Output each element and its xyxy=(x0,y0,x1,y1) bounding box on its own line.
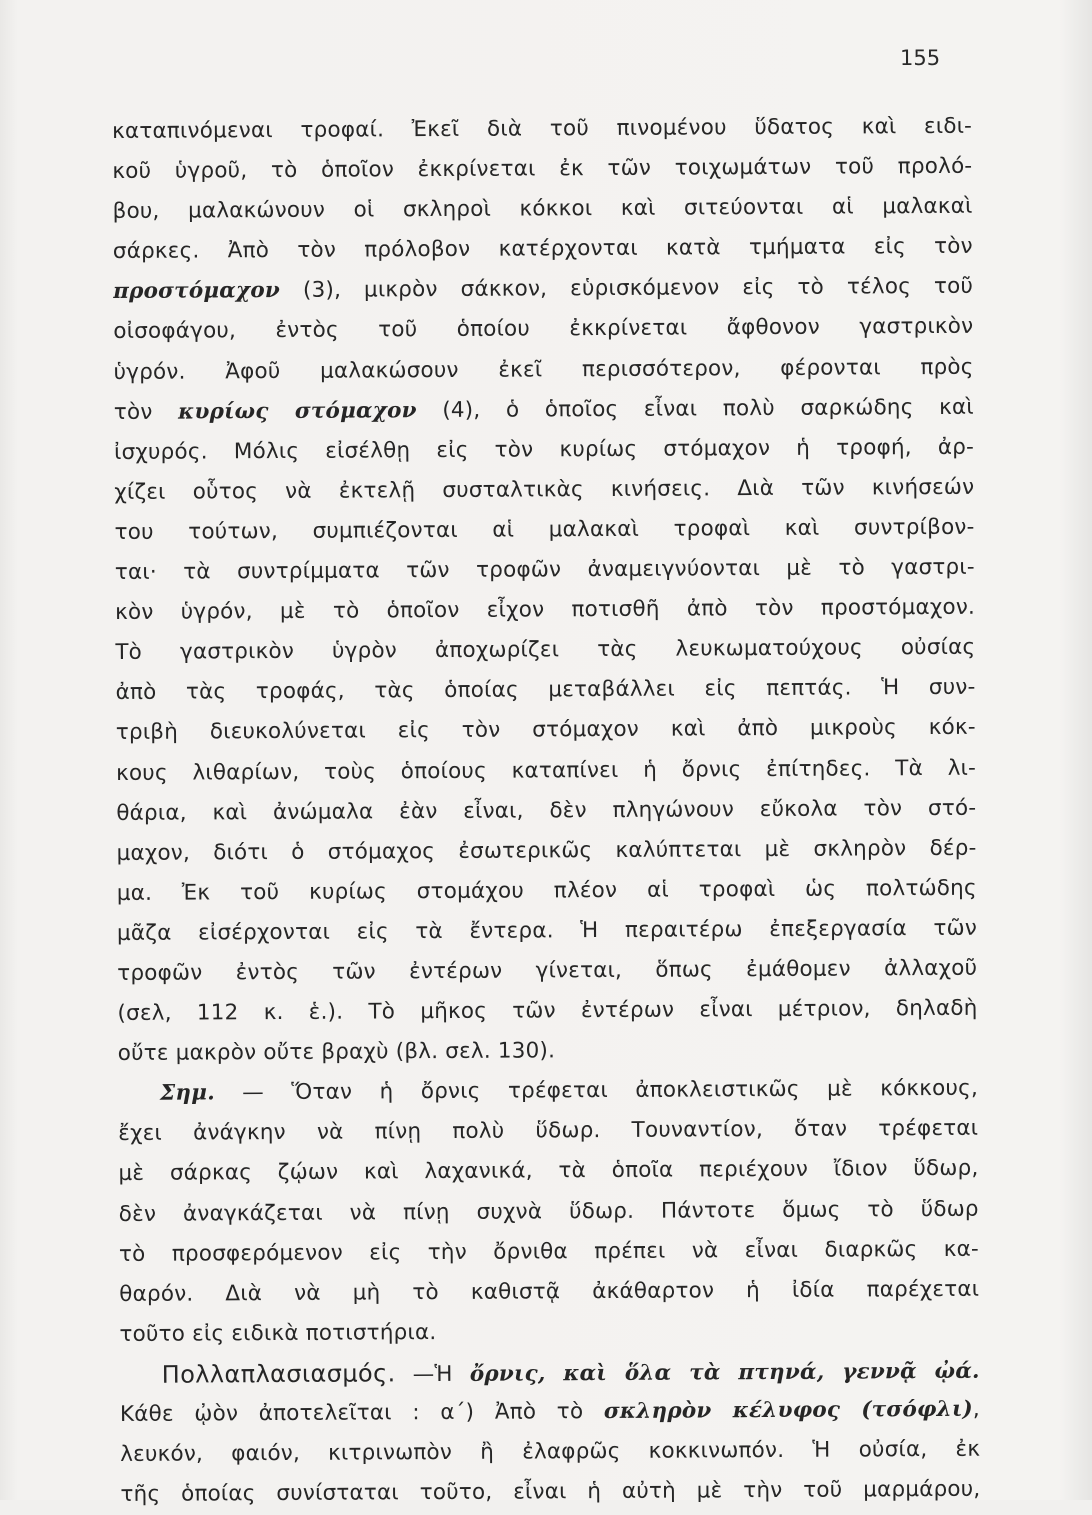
text-line: τοῦτο εἰς ειδικὰ ποτιστήρια. xyxy=(119,1319,437,1347)
text-line: τριβὴ διευκολύνεται εἰς τὸν στόμαχον καὶ ἀπὸ μικροὺς κόκ- xyxy=(115,715,976,746)
text-line: μαχον, διότι ὁ στόμαχος ἐσωτερικῶς καλύπτεται μὲ σκληρὸν δέρ- xyxy=(116,835,977,866)
text-line: χίζει οὗτος νὰ ἐκτελῇ συσταλτικὰς κινήσεις. Διὰ τῶν κινήσεών xyxy=(114,474,975,505)
text-line: προστόμαχον (3), μικρὸν σάκκον, εὑρισκόμενον εἰς τὸ τέλος τοῦ xyxy=(113,274,974,305)
section-heading-line: Πολλαπλασιασμός. —Ἡ ὄρνις, καὶ ὅλα τὰ πτηνά, γεννᾷ ᾠά. xyxy=(161,1358,980,1389)
text-line: του τούτων, συμπιέζονται αἱ μαλακαὶ τροφαὶ καὶ συντρίβον- xyxy=(114,514,975,545)
body-text xyxy=(112,107,981,1515)
text-line: θάρια, καὶ ἀνώμαλα ἐὰν εἶναι, δὲν πληγώνουν εὔκολα τὸν στό- xyxy=(116,795,977,826)
text-line: οἰσοφάγου, ἐντὸς τοῦ ὁποίου ἐκκρίνεται ἄφθονον γαστρικὸν xyxy=(113,314,974,345)
text-line: ἰσχυρός. Μόλις εἰσέλθῃ εἰς τὸν κυρίως στόμαχον ἡ τροφή, ἀρ- xyxy=(114,434,975,465)
text-line: κους λιθαρίων, τοὺς ὁποίους καταπίνει ἡ ὄρνις ἐπίτηδες. Τὰ λι- xyxy=(115,755,977,786)
text-line: μὲ σάρκας ζῴων καὶ λαχανικά, τὰ ὁποῖα περιέχουν ἴδιον ὕδωρ, xyxy=(118,1156,979,1187)
text-line: βου, μαλακώνουν οἱ σκληροὶ κόκκοι καὶ σιτεύονται αἱ μαλακαὶ xyxy=(112,193,973,225)
text-line: μᾶζα εἰσέρχονται εἰς τὰ ἔντερα. Ἡ περαιτέρω ἐπεξεργασία τῶν xyxy=(116,915,978,946)
text-line: Κάθε ᾠὸν ἀποτελεῖται : α΄) Ἀπὸ τὸ σκληρὸν κέλυφος (τσόφλι), xyxy=(119,1396,981,1427)
text-line: τροφῶν ἐντὸς τῶν ἐντέρων γίνεται, ὅπως ἐμάθομεν ἀλλαχοῦ xyxy=(117,955,978,986)
emphasized-term: κυρίως στόμαχον xyxy=(178,397,417,425)
emphasized-term: ὄρνις, καὶ ὅλα τὰ πτηνά, γεννᾷ ᾠά. xyxy=(469,1358,980,1387)
text-line: σάρκες. Ἀπὸ τὸν πρόλοβον κατέρχονται κατὰ τμήματα εἰς τὸν xyxy=(112,234,973,265)
text-line: οὔτε μακρὸν οὔτε βραχὺ (βλ. σελ. 130). xyxy=(117,1038,556,1067)
text-line: καταπινόμεναι τροφαί. Ἐκεῖ διὰ τοῦ πινομένου ὕδατος καὶ ειδι- xyxy=(112,113,973,144)
text-line: κὸν ὑγρόν, μὲ τὸ ὁποῖον εἶχον ποτισθῆ ἀπὸ τὸν προστόμαχον. xyxy=(114,594,976,626)
emphasized-term: σκληρὸν κέλυφος (τσόφλι) xyxy=(603,1396,973,1425)
text-line: δὲν ἀναγκάζεται νὰ πίνῃ συχνὰ ὕδωρ. Πάντοτε ὅμως τὸ ὕδωρ xyxy=(118,1196,979,1227)
text-line: ὑγρόν. Ἀφοῦ μαλακώσουν ἐκεῖ περισσότερον, φέρονται πρὸς xyxy=(113,354,974,385)
text-line: τὸ προσφερόμενον εἰς τὴν ὄρνιθα πρέπει νὰ εἶναι διαρκῶς κα- xyxy=(118,1236,980,1267)
text-line: λευκόν, φαιόν, κιτρινωπὸν ἢ ἐλαφρῶς κοκκινωπόν. Ἡ οὐσία, ἐκ xyxy=(120,1436,981,1468)
text-line: (σελ, 112 κ. ἑ.). Τὸ μῆκος τῶν ἐντέρων εἶναι μέτριον, δηλαδὴ xyxy=(117,995,978,1027)
text-line: τὸν κυρίως στόμαχον (4), ὁ ὁποῖος εἶναι πολὺ σαρκώδης καὶ xyxy=(113,394,974,425)
page-number: 155 xyxy=(900,46,941,70)
note-label: Σημ. xyxy=(159,1080,215,1106)
text-line: Τὸ γαστρικὸν ὑγρὸν ἀποχωρίζει τὰς λευκωματούχους οὐσίας xyxy=(115,634,976,666)
text-line: ἀπὸ τὰς τροφάς, τὰς ὁποίας μεταβάλλει εἰς πεπτάς. Ἡ συν- xyxy=(115,675,976,706)
emphasized-term: προστόμαχον xyxy=(113,278,281,305)
section-heading: Πολλαπλασιασμός. xyxy=(161,1359,396,1389)
text-line: κοῦ ὑγροῦ, τὸ ὁποῖον ἐκκρίνεται ἐκ τῶν τοιχωμάτων τοῦ προλό- xyxy=(112,153,973,185)
text-line: ται· τὰ συντρίμματα τῶν τροφῶν ἀναμειγνύονται μὲ τὸ γαστρι- xyxy=(114,554,975,586)
text-line: ἔχει ἀνάγκην νὰ πίνῃ πολὺ ὕδωρ. Τουναντίον, ὅταν τρέφεται xyxy=(118,1116,979,1147)
text-line: θαρόν. Διὰ νὰ μὴ τὸ καθιστᾷ ἀκάθαρτον ἡ ἰδία παρέχεται xyxy=(119,1276,980,1307)
text-line: τῆς ὁποίας συνίσταται τοῦτο, εἶναι ἡ αὐτὴ μὲ τὴν τοῦ μαρμάρου, xyxy=(120,1476,981,1508)
note-line: Σημ. — Ὅταν ἡ ὄρνις τρέφεται ἀποκλειστικῶς μὲ κόκκους, xyxy=(159,1075,979,1106)
text-line: μα. Ἐκ τοῦ κυρίως στομάχου πλέον αἱ τροφαὶ ὡς πολτώδης xyxy=(116,875,977,906)
